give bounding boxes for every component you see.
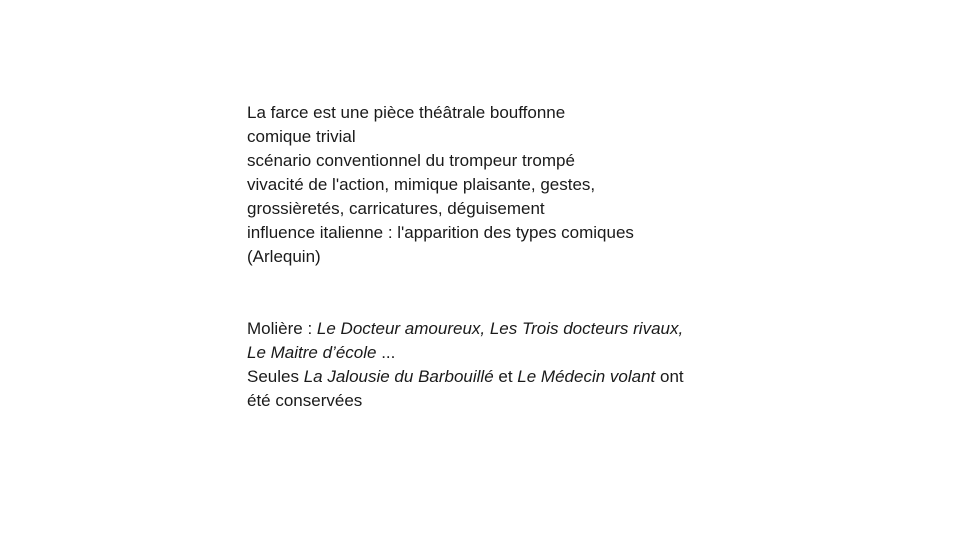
moliere-ellipsis: ...: [376, 343, 396, 362]
moliere-line-4: été conservées: [247, 391, 363, 410]
farce-description-block: [247, 101, 747, 269]
ont-text: ont: [655, 367, 684, 386]
farce-line-definition: La farce est une pièce théâtrale bouffonne: [247, 103, 566, 122]
seules-text: Seules: [247, 367, 304, 386]
title-jalousie: La Jalousie du Barbouillé: [303, 367, 494, 386]
farce-line-vivacite: vivacité de l'action, mimique plaisante, gestes,: [247, 175, 596, 194]
farce-line-arlequin: (Arlequin): [247, 247, 321, 266]
farce-line-scenario: scénario conventionnel du trompeur trompé: [247, 151, 575, 170]
et-text: et: [493, 367, 518, 386]
title-medecin-volant: Le Médecin volant: [517, 367, 656, 386]
moliere-line-2: [247, 341, 747, 365]
moliere-titles-1: Le Docteur amoureux, Les Trois docteurs rivaux,: [316, 319, 684, 338]
farce-line-comique: comique trivial: [247, 127, 356, 146]
moliere-label: Molière :: [247, 319, 317, 338]
moliere-line-3: [247, 365, 747, 389]
moliere-title-maitre: Le Maitre d’école: [247, 343, 377, 362]
moliere-line-1: [247, 317, 747, 341]
farce-line-grossieretes: grossièretés, carricatures, déguisement: [247, 199, 545, 218]
farce-line-influence: influence italienne : l'apparition des types comiques: [247, 223, 634, 242]
moliere-works-block: [247, 317, 747, 413]
